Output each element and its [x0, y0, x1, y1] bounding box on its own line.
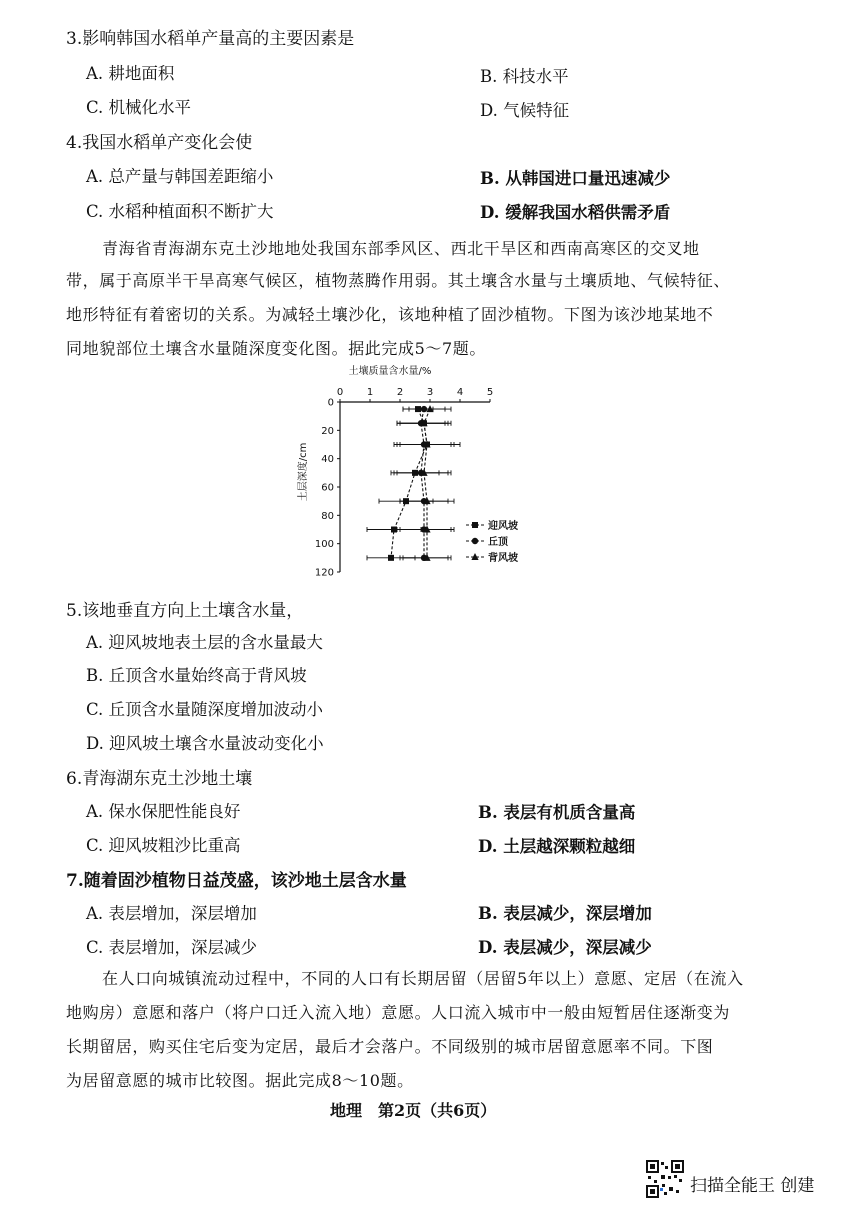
chart-point: [391, 527, 397, 533]
q5-option-d: D. 迎风坡土壤含水量波动变化小: [86, 734, 324, 753]
q4-stem: 4.我国水稻单产变化会使: [66, 133, 253, 153]
q4-option-b: B. 从韩国进口量迅速减少: [480, 169, 671, 188]
q7-option-d: D. 表层减少，深层减少: [478, 938, 652, 957]
chart-y-tick-label: 100: [314, 539, 334, 551]
passage-1-line: 同地貌部位土壤含水量随深度变化图。据此完成5～7题。: [66, 339, 486, 358]
chart-x-tick-label: 4: [456, 387, 464, 398]
q6-option-b: B. 表层有机质含量高: [478, 803, 636, 822]
q7-option-a: A. 表层增加，深层增加: [86, 904, 257, 923]
q7-option-c: C. 表层增加，深层减少: [86, 938, 258, 957]
chart-y-tick-label: 80: [321, 510, 334, 522]
chart-legend-label: 背风坡: [488, 553, 518, 564]
passage-1-line: 带，属于高原半干旱高寒气候区，植物蒸腾作用弱。其土壤含水量与土壤质地、气候特征、: [66, 271, 731, 290]
q4-option-a: A. 总产量与韩国差距缩小: [86, 167, 274, 186]
q5-option-b: B. 丘顶含水量始终高于背风坡: [86, 666, 307, 685]
chart-y-tick-label: 120: [314, 567, 334, 579]
q4-option-d: D. 缓解我国水稻供需矛盾: [480, 203, 671, 222]
q6-stem: 6.青海湖东克土沙地土壤: [66, 769, 253, 789]
q5-option-c: C. 丘顶含水量随深度增加波动小: [86, 700, 324, 719]
q7-stem: 7.随着固沙植物日益茂盛，该沙地土层含水量: [66, 871, 407, 891]
chart-y-tick-label: 60: [321, 482, 334, 494]
chart-x-tick-label: 2: [396, 387, 404, 398]
q3-stem: 3.影响韩国水稻单产量高的主要因素是: [66, 29, 355, 49]
soil-moisture-chart: [290, 362, 540, 582]
chart-series-line: [421, 409, 424, 558]
scanner-watermark: 扫描全能王 创建: [690, 1176, 815, 1196]
chart-legend-label: 丘顶: [488, 537, 508, 548]
chart-legend-marker: [472, 522, 478, 528]
q3-option-a: A. 耕地面积: [86, 64, 175, 83]
q6-option-a: A. 保水保肥性能良好: [86, 802, 241, 821]
chart-y-tick-label: 40: [321, 454, 334, 466]
q3-option-b: B. 科技水平: [480, 67, 569, 86]
page-footer: 地理 第2页（共6页）: [330, 1101, 497, 1120]
chart-title: 土壤质量含水量/%: [348, 366, 432, 377]
passage-2-line: 为居留意愿的城市比较图。据此完成8～10题。: [66, 1071, 414, 1090]
chart-x-tick-label: 5: [486, 387, 494, 398]
chart-legend-label: 迎风坡: [488, 521, 518, 532]
chart-point: [426, 405, 433, 412]
passage-2-line: 在人口向城镇流动过程中，不同的人口有长期居留（居留5年以上）意愿、定居（在流入: [102, 969, 744, 988]
chart-y-label: 土层深度/cm: [298, 442, 309, 502]
q6-option-d: D. 土层越深颗粒越细: [478, 837, 636, 856]
q3-option-d: D. 气候特征: [480, 101, 570, 120]
passage-2-line: 长期留居，购买住宅后变为定居，最后才会落户。不同级别的城市居留意愿率不同。下图: [66, 1037, 714, 1056]
chart-x-tick-label: 1: [366, 387, 374, 398]
chart-series-line: [424, 409, 430, 558]
passage-1-line: 青海省青海湖东克土沙地地处我国东部季风区、西北干旱区和西南高寒区的交叉地: [102, 239, 700, 258]
chart-x-tick-label: 3: [426, 387, 434, 398]
chart-legend-marker: [472, 538, 478, 544]
chart-y-tick-label: 20: [321, 425, 334, 437]
q5-stem: 5.该地垂直方向上土壤含水量，: [66, 601, 304, 621]
qr-code-icon: [646, 1160, 684, 1198]
q4-option-c: C. 水稻种植面积不断扩大: [86, 202, 274, 221]
passage-1-line: 地形特征有着密切的关系。为减轻土壤沙化，该地种植了固沙植物。下图为该沙地某地不: [66, 305, 714, 324]
q6-option-c: C. 迎风坡粗沙比重高: [86, 836, 241, 855]
q5-option-a: A. 迎风坡地表土层的含水量最大: [86, 633, 323, 652]
chart-y-tick-label: 0: [327, 397, 334, 409]
q3-option-c: C. 机械化水平: [86, 98, 192, 117]
chart-x-tick-label: 0: [336, 387, 344, 398]
chart-point: [388, 555, 394, 561]
passage-2-line: 地购房）意愿和落户（将户口迁入流入地）意愿。人口流入城市中一般由短暂居住逐渐变为: [66, 1003, 731, 1022]
q7-option-b: B. 表层减少，深层增加: [478, 904, 652, 923]
